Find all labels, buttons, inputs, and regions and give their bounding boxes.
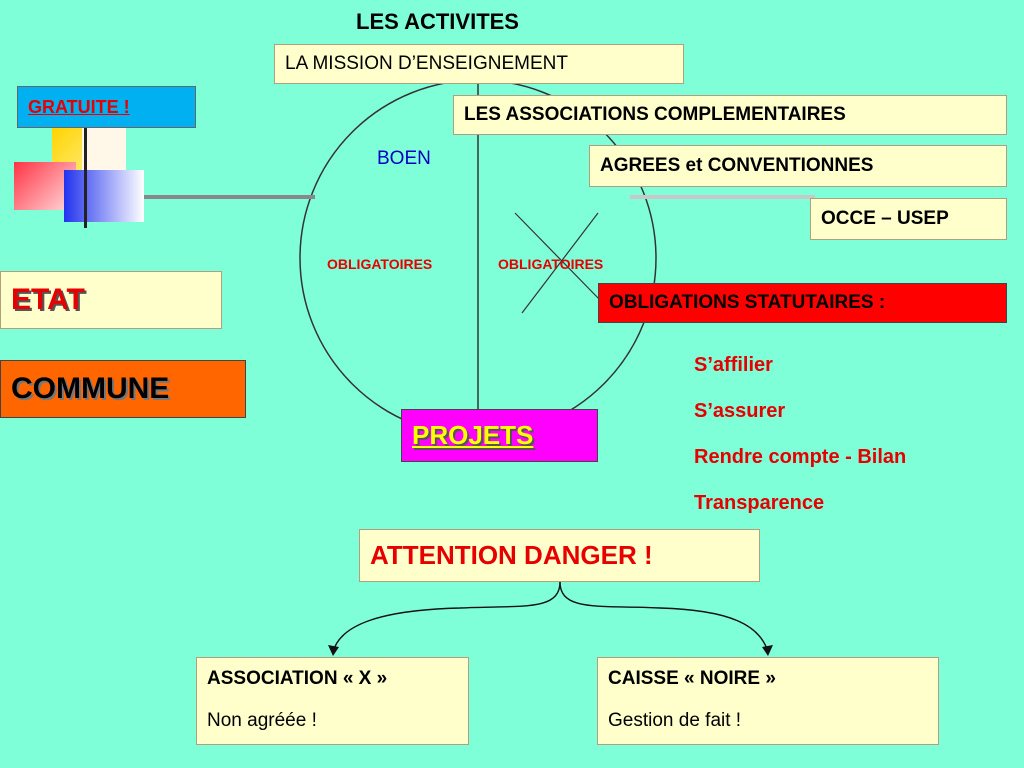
commune-box (0, 360, 246, 418)
assoc-complementaires-box: LES ASSOCIATIONS COMPLEMENTAIRES (453, 95, 1007, 135)
obligation-item-affilier: S’affilier (694, 354, 773, 376)
obligations-list (694, 342, 906, 526)
gratuite-label: GRATUITE ! (28, 96, 130, 117)
obligation-item-assurer: S’assurer (694, 400, 786, 422)
occe-box: OCCE – USEP (810, 198, 1007, 240)
agrees-box: AGREES et CONVENTIONNES (589, 145, 1007, 187)
etat-label: ETAT (11, 283, 85, 316)
obligatoires-left-label: OBLIGATOIRES (327, 256, 433, 272)
projets-label: PROJETS (412, 420, 534, 450)
boen-label: BOEN (377, 148, 431, 169)
obligation-item-transparence: Transparence (694, 492, 825, 514)
right-arrowhead (762, 645, 773, 656)
deco-blue-square (64, 170, 144, 222)
attention-danger-box: ATTENTION DANGER ! (359, 529, 760, 582)
page-title: LES ACTIVITES (356, 9, 519, 34)
caisse-subtitle: Gestion de fait ! (608, 710, 742, 731)
association-box (196, 657, 469, 745)
deco-squares (14, 128, 146, 228)
association-title: ASSOCIATION « X » (207, 668, 388, 689)
mission-box: LA MISSION D’ENSEIGNEMENT (274, 44, 684, 84)
etat-box (0, 271, 222, 329)
left-arrowhead (328, 645, 339, 656)
deco-vertical-line (84, 128, 87, 228)
association-subtitle: Non agréée ! (207, 710, 317, 731)
obligation-item-rendre-compte: Rendre compte - Bilan (694, 446, 907, 468)
obligations-box: OBLIGATIONS STATUTAIRES : (598, 283, 1007, 323)
caisse-title: CAISSE « NOIRE » (608, 668, 776, 689)
projets-box (401, 409, 598, 462)
obligatoires-right-label: OBLIGATOIRES (498, 256, 604, 272)
commune-label: COMMUNE (11, 372, 170, 405)
gratuite-badge (17, 86, 196, 128)
left-brace-arrow (333, 582, 560, 652)
right-brace-arrow (560, 582, 768, 652)
deco-white-square (82, 128, 126, 172)
caisse-box (597, 657, 939, 745)
